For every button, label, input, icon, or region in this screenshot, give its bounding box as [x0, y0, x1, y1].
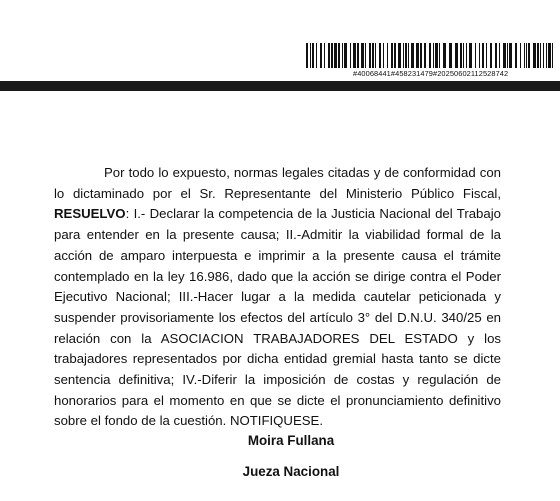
- barcode-bar: [499, 43, 500, 68]
- barcode-bar: [537, 43, 539, 68]
- barcode-bar: [375, 43, 376, 68]
- barcode-bar: [469, 43, 472, 68]
- barcode-bar: [526, 43, 527, 68]
- barcode-bar: [515, 43, 517, 68]
- barcode-bar: [429, 43, 431, 68]
- barcode-bar: [379, 43, 381, 68]
- signer-title: Jueza Nacional: [242, 464, 340, 479]
- barcode-bar: [416, 43, 419, 68]
- barcode-bar: [540, 43, 541, 68]
- barcode-bar: [312, 43, 314, 68]
- barcode-bar: [316, 43, 317, 68]
- barcode-block: [306, 43, 554, 78]
- barcode-bar: [543, 43, 544, 68]
- barcode-bar: [344, 43, 347, 68]
- barcode-bar: [328, 43, 330, 68]
- barcode-bar: [338, 43, 340, 68]
- resolution-paragraph: [54, 163, 501, 432]
- barcode-bar: [331, 43, 333, 68]
- barcode-bar: [306, 43, 308, 68]
- barcode-bar: [403, 43, 404, 68]
- barcode-bar: [357, 43, 359, 68]
- barcode-bar: [372, 43, 374, 68]
- barcode-bar: [509, 43, 512, 68]
- resuelvo-heading: RESUELVO: [54, 206, 126, 222]
- barcode-bar: [408, 43, 409, 68]
- barcode-bar: [342, 43, 343, 68]
- barcode-bar: [490, 43, 492, 68]
- barcode-bar: [387, 43, 388, 68]
- barcode-bar: [475, 43, 476, 68]
- barcode-bar: [398, 43, 401, 68]
- barcode-bar: [460, 43, 462, 68]
- barcode-bar: [433, 43, 434, 68]
- barcode-bar: [507, 43, 508, 68]
- barcode-bar: [486, 43, 487, 68]
- barcode-bar: [449, 43, 452, 68]
- barcode-bar: [503, 43, 506, 68]
- barcode-bar: [383, 43, 384, 68]
- barcode-bar: [552, 43, 553, 68]
- signer-name: Moira Fullana: [247, 433, 335, 448]
- barcode-number: #40068441#458231479#20250602112528742: [353, 69, 509, 78]
- barcode-bar: [361, 43, 364, 68]
- barcode-bar: [520, 43, 521, 68]
- barcode-bar: [365, 43, 366, 68]
- barcode-bar: [369, 43, 371, 68]
- barcode-bar: [435, 43, 438, 68]
- barcode-bar: [334, 43, 337, 68]
- barcode-bar: [546, 43, 547, 68]
- barcode-bar: [420, 43, 422, 68]
- barcode-bar: [466, 43, 467, 68]
- barcode-bar: [324, 43, 325, 68]
- barcode-bar: [350, 43, 351, 68]
- barcode-image: [306, 43, 554, 68]
- barcode-bar: [320, 43, 322, 68]
- barcode-bar: [455, 43, 458, 68]
- barcode-bar: [391, 43, 393, 68]
- barcode-bar: [463, 43, 464, 68]
- barcode-bar: [533, 43, 536, 68]
- barcode-bar: [353, 43, 356, 68]
- barcode-bar: [439, 43, 440, 68]
- barcode-bar: [495, 43, 497, 68]
- barcode-bar: [548, 43, 551, 68]
- barcode-bar: [482, 43, 484, 68]
- barcode-bar: [405, 43, 407, 68]
- resolution-text: : I.- Declarar la competencia de la Justicia Nacional del Trabajo para entender en la presente causa; II.-Admitir la viabilidad formal de la acción de amparo interpuesta e imprimir a la presente causa el trámite contemplado en la ley 16.986, dado que la acción se dirige contra el Poder Ejecutivo Nacional; III.-Hacer lugar a la medida cautelar peticionada y suspender provisoriamente los efectos del artículo 3° del D.N.U. 340/25 en relación con la ASOCIACION TRABAJADORES DEL ESTADO y los trabajadores representados por dicha entidad gremial hasta tanto se dicte sentencia definitiva; IV.-Diferir la imposición de costas y regulación de honorarios para el momento en que se dicte el pronunciamiento definitivo sobre el fondo de la cuestión. NOTIFIQUESE.: [54, 206, 501, 429]
- barcode-bar: [524, 43, 525, 68]
- barcode-bar: [528, 43, 530, 68]
- barcode-bar: [443, 43, 446, 68]
- barcode-bar: [424, 43, 426, 68]
- barcode-bar: [479, 43, 480, 68]
- barcode-bar: [310, 43, 311, 68]
- intro-text: Por todo lo expuesto, normas legales citadas y de conformidad con lo dictaminado por el Sr. Representante del Ministerio Público Fiscal,: [54, 165, 501, 201]
- barcode-bar: [411, 43, 414, 68]
- barcode-bar: [394, 43, 396, 68]
- header-divider: [0, 81, 560, 91]
